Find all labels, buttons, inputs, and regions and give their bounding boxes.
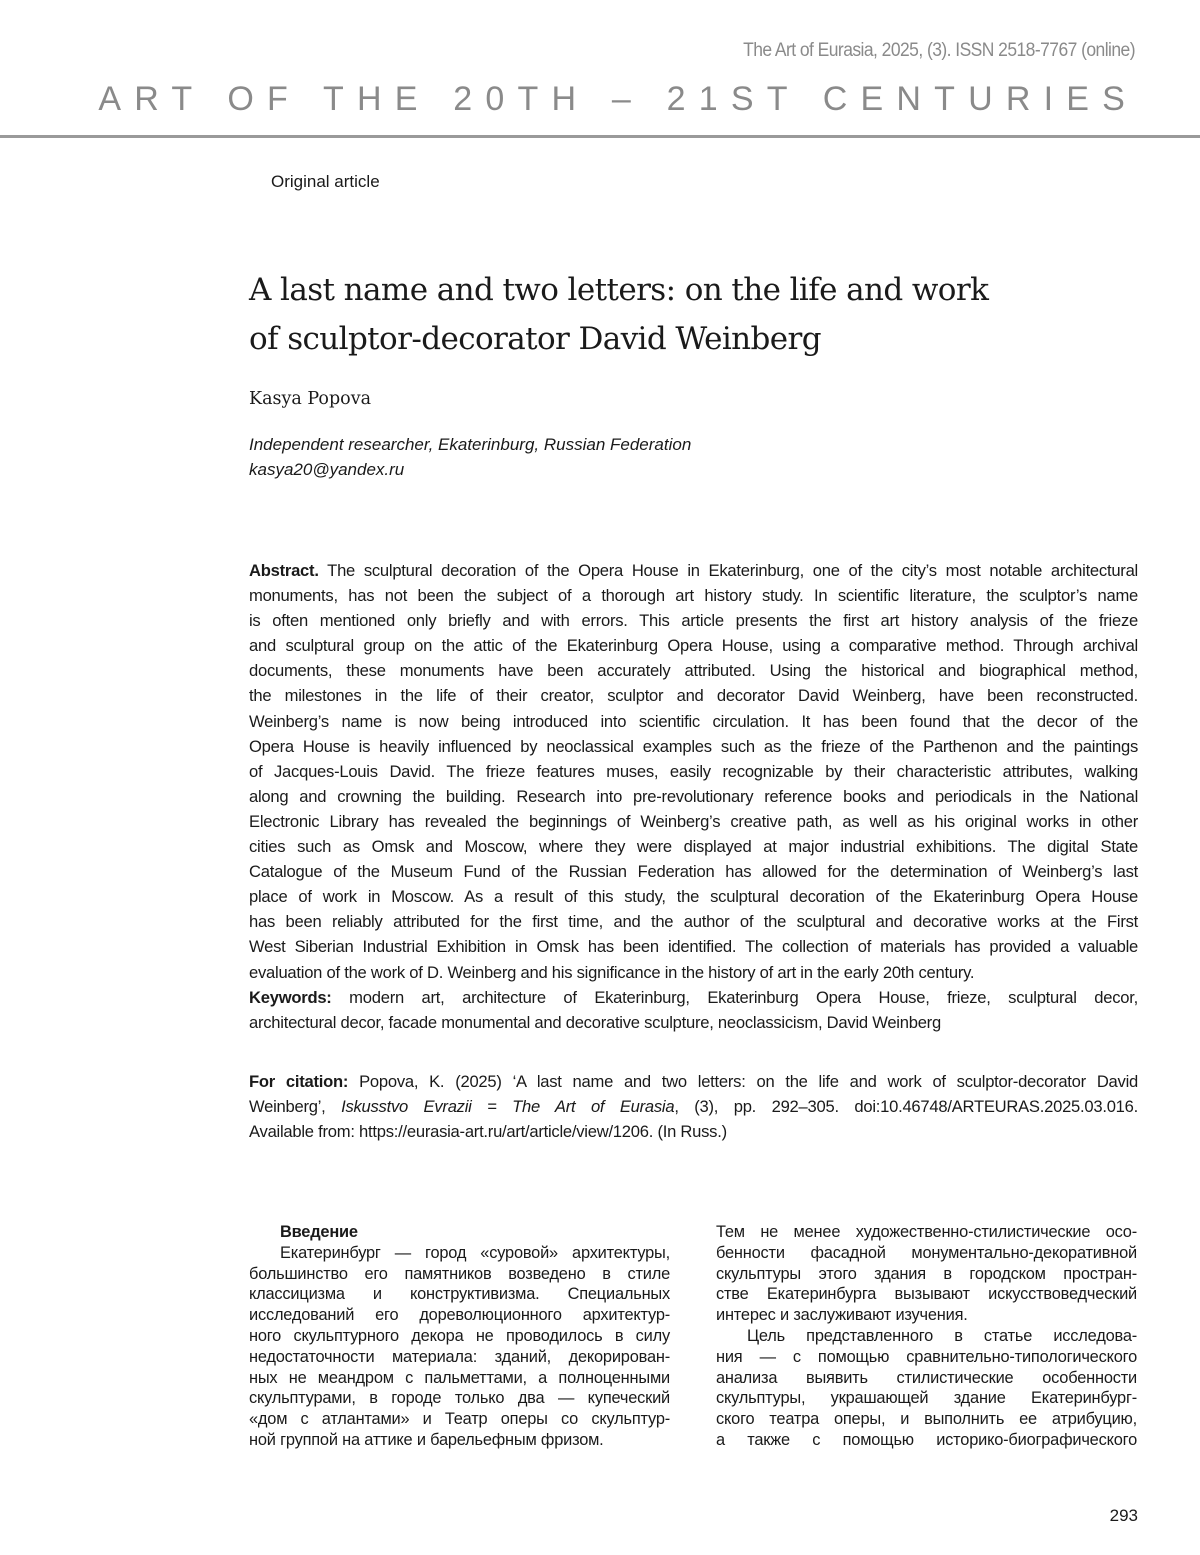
abstract-line: evaluation of the work of D. Weinberg and his significance in the history of art in the early 20th century. bbox=[249, 962, 975, 982]
title-line: A last name and two letters: on the life and work bbox=[249, 272, 989, 308]
article-type: Original article bbox=[271, 172, 380, 191]
header-divider bbox=[0, 135, 1200, 138]
abstract-line: of Jacques-Louis David. The frieze features muses, easily recognizable by their characteristic attributes, walking bbox=[249, 761, 1138, 781]
body-line: скульптурами, в городе только два — купеческий bbox=[249, 1389, 670, 1408]
abstract-line: monuments, has not been the subject of a thorough art history study. In scientific literature, the sculptor’s name bbox=[249, 586, 1138, 606]
journal-info: The Art of Eurasia, 2025, (3). ISSN 2518-7767 (online) bbox=[743, 40, 1135, 61]
citation-label: For citation: bbox=[249, 1072, 349, 1091]
article-title bbox=[249, 266, 988, 364]
citation-url-line[interactable]: Available from: https://eurasia-art.ru/art/article/view/1206. (In Russ.) bbox=[249, 1122, 727, 1142]
affiliation: Independent researcher, Ekaterinburg, Russian Federation bbox=[249, 435, 692, 454]
journal-name: Iskusstvo Evrazii = The Art of Eurasia bbox=[341, 1097, 675, 1117]
abstract-line: documents, these monuments have been accurately attributed. Using the historical and biographical method, bbox=[249, 661, 1138, 681]
section-title: ART OF THE 20TH – 21ST CENTURIES bbox=[98, 80, 1138, 118]
abstract-line bbox=[249, 558, 1138, 583]
body-line: ных не меандром с пальметтами, а полноценными bbox=[249, 1368, 670, 1387]
abstract-line: cities such as Omsk and Moscow, where they were displayed at major industrial exhibitions. The digital State bbox=[249, 837, 1138, 857]
citation-line: Weinberg’, Iskusstvo Evrazii = The Art of Eurasia, (3), pp. 292–305. doi:10.46748/ARTEURAS.2025.03.016. bbox=[249, 1097, 1139, 1117]
body-line: Тем не менее художественно-стилистические осо- bbox=[716, 1223, 1137, 1241]
abstract-label: Abstract. bbox=[249, 561, 319, 580]
abstract-line: West Siberian Industrial Exhibition in Omsk has been identified. The collection of materials has provided a valuable bbox=[249, 937, 1138, 957]
author-name: Kasya Popova bbox=[249, 389, 372, 409]
body-line: недостаточности материала: зданий, декорирован- bbox=[249, 1347, 670, 1366]
body-column-left bbox=[249, 1222, 670, 1451]
citation-line: For citation: Popova, K. (2025) ‘A last name and two letters: on the life and work of sculptor-decorator David bbox=[249, 1072, 1138, 1091]
abstract-line: the milestones in the life of their creator, sculptor and decorator David Weinberg, have been reconstructed. bbox=[249, 686, 1138, 706]
abstract-line: Weinberg’s name is now being introduced into scientific circulation. It has been found that the decor of the bbox=[249, 711, 1138, 731]
title-line: of sculptor-decorator David Weinberg bbox=[249, 321, 821, 357]
abstract-line: place of work in Moscow. As a result of this study, the sculptural decoration of the Ekaterinburg Opera House bbox=[249, 887, 1138, 907]
abstract bbox=[249, 558, 1138, 1035]
author-affiliation bbox=[249, 432, 691, 482]
abstract-line: along and crowning the building. Research into pre-revolutionary reference books and periodicals in the National bbox=[249, 786, 1138, 806]
body-line: ной группой на аттике и барельефным фризом. bbox=[249, 1430, 604, 1449]
body-line: Цель представленного в статье исследова- bbox=[747, 1326, 1137, 1345]
body-line: исследований его дореволюционного архитектур- bbox=[249, 1306, 670, 1325]
body-line: ского театра оперы, и выполнить ее атрибуцию, bbox=[716, 1410, 1137, 1429]
section-heading: Введение bbox=[280, 1223, 358, 1241]
body-column-right bbox=[716, 1222, 1137, 1451]
abstract-line: has been reliably attributed for the first time, and the author of the sculptural and decorative works at the First bbox=[249, 912, 1138, 932]
body-line: «дом с атлантами» и Театр оперы со скульптур- bbox=[249, 1410, 670, 1429]
body-line: ния — с помощью сравнительно-типологического bbox=[716, 1347, 1137, 1366]
body-line: интерес и заслуживают изучения. bbox=[716, 1306, 968, 1325]
citation bbox=[249, 1069, 1138, 1144]
abstract-line: is often mentioned only briefly and with errors. This article presents the first art history analysis of the frieze bbox=[249, 611, 1138, 631]
abstract-line: Electronic Library has revealed the beginnings of Weinberg’s creative path, as well as his original works in other bbox=[249, 811, 1138, 831]
keywords-line bbox=[249, 985, 1138, 1010]
keywords-text: modern art, architecture of Ekaterinburg, Ekaterinburg Opera House, frieze, sculptural decor, bbox=[331, 987, 1138, 1007]
body-line: скульптуры, украшающей здание Екатеринбург- bbox=[716, 1389, 1137, 1408]
body-line: ного скульптурного декора не проводилось в силу bbox=[249, 1326, 670, 1345]
body-line: скульптуры этого здания в городском простран- bbox=[716, 1264, 1137, 1283]
body-line: бенности фасадной монументально-декоративной bbox=[716, 1243, 1137, 1262]
author-email[interactable]: kasya20@yandex.ru bbox=[249, 460, 405, 479]
body-line: стве Екатеринбурга вызывают искусствоведческий bbox=[716, 1285, 1137, 1304]
keywords-line: architectural decor, facade monumental and decorative sculpture, neoclassicism, David Weinberg bbox=[249, 1012, 941, 1032]
keywords-label: Keywords: bbox=[249, 987, 332, 1007]
body-line: а также с помощью историко-биографического bbox=[716, 1430, 1137, 1449]
body-line: классицизма и конструктивизма. Специальных bbox=[249, 1285, 670, 1304]
abstract-line: Catalogue of the Museum Fund of the Russian Federation has allowed for the determination of Weinberg’s last bbox=[249, 862, 1138, 882]
abstract-line: Opera House is heavily influenced by neoclassical examples such as the frieze of the Parthenon and the paintings bbox=[249, 736, 1138, 756]
abstract-line: and sculptural group on the attic of the Ekaterinburg Opera House, using a comparative method. Through archival bbox=[249, 636, 1138, 656]
body-line: анализа выявить стилистические особенности bbox=[716, 1368, 1137, 1387]
abstract-text: The sculptural decoration of the Opera House in Ekaterinburg, one of the city’s most notable architectural bbox=[318, 561, 1138, 580]
page-number: 293 bbox=[1109, 1506, 1138, 1525]
body-line: большинство его памятников возведено в стиле bbox=[249, 1264, 670, 1283]
body-line: Екатеринбург — город «суровой» архитектуры, bbox=[280, 1243, 670, 1262]
